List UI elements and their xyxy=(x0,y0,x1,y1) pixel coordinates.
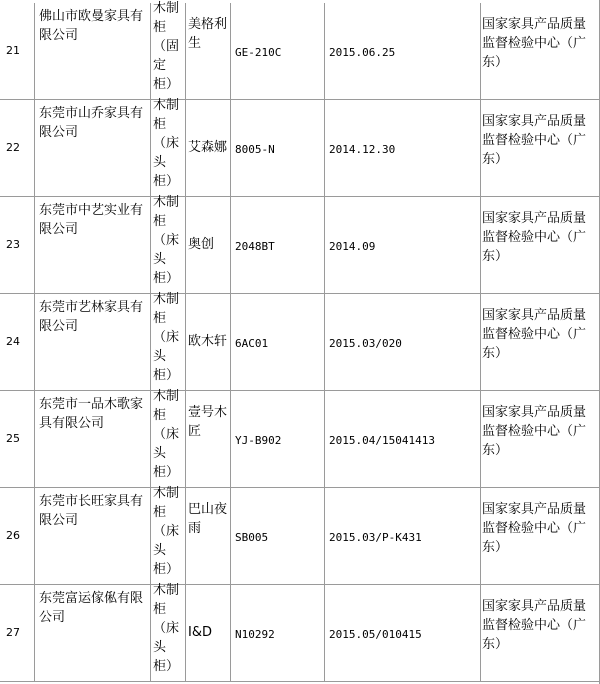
inspector-line: 东） xyxy=(482,249,509,264)
inspector-line: 东） xyxy=(482,55,509,70)
model-number: SB005 xyxy=(235,531,269,544)
product-line: 柜） xyxy=(153,465,180,480)
row-number: 25 xyxy=(6,432,20,445)
cell-brand xyxy=(185,3,230,100)
cell-brand xyxy=(185,585,230,682)
inspector-line: 监督检验中心（广 xyxy=(482,424,587,439)
production-date: 2015.04/15041413 xyxy=(329,434,435,447)
row-number: 23 xyxy=(6,238,20,251)
product-line: 木制 xyxy=(153,98,180,113)
product-line: 柜） xyxy=(153,77,180,92)
cell-number xyxy=(0,585,34,682)
product-line: （床 xyxy=(153,621,180,636)
inspector-line: 监督检验中心（广 xyxy=(482,521,587,536)
cell-number xyxy=(0,100,34,197)
product-line: 木制 xyxy=(153,1,180,16)
cell-product xyxy=(150,3,185,100)
cell-brand xyxy=(185,294,230,391)
product-line: 柜 xyxy=(153,408,167,423)
cell-company xyxy=(34,197,150,294)
cell-brand xyxy=(185,488,230,585)
company-name: 东莞富运傢俬有限公司 xyxy=(39,591,144,625)
model-number: YJ-B902 xyxy=(235,434,282,447)
product-line: （床 xyxy=(153,136,180,151)
brand-line: 美格利 xyxy=(188,17,228,32)
product-line: 柜 xyxy=(153,117,167,132)
table-row xyxy=(0,488,600,585)
cell-date xyxy=(324,488,480,585)
product-line: 柜 xyxy=(153,505,167,520)
cell-inspector xyxy=(480,585,600,682)
row-number: 26 xyxy=(6,529,20,542)
inspector-line: 国家家具产品质量 xyxy=(482,405,587,420)
inspector-line: 国家家具产品质量 xyxy=(482,114,587,129)
cell-inspector xyxy=(480,100,600,197)
cell-model xyxy=(230,585,324,682)
inspector-line: 东） xyxy=(482,346,509,361)
company-name: 东莞市中艺实业有限公司 xyxy=(39,203,144,237)
product-line: 木制 xyxy=(153,486,180,501)
inspector-line: 国家家具产品质量 xyxy=(482,599,587,614)
cell-date xyxy=(324,294,480,391)
production-date: 2014.09 xyxy=(329,240,376,253)
cell-date xyxy=(324,197,480,294)
brand-line: 奥创 xyxy=(188,237,215,252)
inspector-line: 国家家具产品质量 xyxy=(482,17,587,32)
product-line: 柜 xyxy=(153,20,167,35)
inspector-line: 监督检验中心（广 xyxy=(482,618,587,633)
cell-company xyxy=(34,100,150,197)
inspector-line: 监督检验中心（广 xyxy=(482,327,587,342)
cell-model xyxy=(230,100,324,197)
cell-product xyxy=(150,100,185,197)
product-line: 柜） xyxy=(153,562,180,577)
company-name: 东莞市山乔家具有限公司 xyxy=(39,106,144,140)
cell-date xyxy=(324,3,480,100)
product-line: 柜） xyxy=(153,174,180,189)
cell-model xyxy=(230,3,324,100)
model-number: 2048BT xyxy=(235,240,275,253)
cell-brand xyxy=(185,100,230,197)
inspector-line: 国家家具产品质量 xyxy=(482,308,587,323)
cell-inspector xyxy=(480,3,600,100)
product-line: 柜 xyxy=(153,311,167,326)
product-line: 头 xyxy=(153,640,167,655)
cell-model xyxy=(230,391,324,488)
cell-inspector xyxy=(480,197,600,294)
product-line: 柜） xyxy=(153,368,180,383)
product-line: 木制 xyxy=(153,292,180,307)
company-name: 佛山市欧曼家具有限公司 xyxy=(39,9,144,43)
product-line: 头 xyxy=(153,349,167,364)
production-date: 2015.03/020 xyxy=(329,337,402,350)
cell-model xyxy=(230,488,324,585)
brand-line: 壹号木 xyxy=(188,405,228,420)
company-name: 东莞市艺林家具有限公司 xyxy=(39,300,144,334)
brand-line: 艾森娜 xyxy=(188,140,228,155)
table-row xyxy=(0,585,600,682)
company-name: 东莞市长旺家具有限公司 xyxy=(39,494,144,528)
production-date: 2015.03/P-K431 xyxy=(329,531,422,544)
production-date: 2015.05/010415 xyxy=(329,628,422,641)
table-row xyxy=(0,391,600,488)
model-number: N10292 xyxy=(235,628,275,641)
brand-line: 巴山夜 xyxy=(188,502,228,517)
cell-model xyxy=(230,294,324,391)
inspector-line: 东） xyxy=(482,637,509,652)
cell-company xyxy=(34,585,150,682)
brand-line: 雨 xyxy=(188,521,202,536)
product-line: 木制 xyxy=(153,389,180,404)
product-line: 柜） xyxy=(153,271,180,286)
table-row xyxy=(0,100,600,197)
brand-line: I&D xyxy=(188,625,212,640)
row-divider xyxy=(0,681,600,682)
table-row xyxy=(0,3,600,100)
inspector-line: 东） xyxy=(482,540,509,555)
cell-company xyxy=(34,294,150,391)
cell-number xyxy=(0,3,34,100)
cell-model xyxy=(230,197,324,294)
model-number: GE-210C xyxy=(235,46,282,59)
cell-product xyxy=(150,197,185,294)
cell-inspector xyxy=(480,391,600,488)
brand-line: 匠 xyxy=(188,424,202,439)
cell-product xyxy=(150,488,185,585)
product-line: 定 xyxy=(153,58,167,73)
cell-company xyxy=(34,391,150,488)
product-line: （固 xyxy=(153,39,180,54)
table-row xyxy=(0,197,600,294)
product-line: 木制 xyxy=(153,195,180,210)
cell-brand xyxy=(185,391,230,488)
cell-number xyxy=(0,488,34,585)
cell-product xyxy=(150,391,185,488)
production-date: 2015.06.25 xyxy=(329,46,396,59)
inspector-line: 监督检验中心（广 xyxy=(482,36,587,51)
cell-product xyxy=(150,294,185,391)
row-number: 27 xyxy=(6,626,20,639)
product-line: 头 xyxy=(153,543,167,558)
cell-number xyxy=(0,391,34,488)
brand-line: 欧木轩 xyxy=(188,334,228,349)
product-line: 柜 xyxy=(153,214,167,229)
product-line: （床 xyxy=(153,427,180,442)
table-row xyxy=(0,294,600,391)
product-line: 木制 xyxy=(153,583,180,598)
inspector-line: 监督检验中心（广 xyxy=(482,230,587,245)
inspector-line: 东） xyxy=(482,443,509,458)
cell-number xyxy=(0,294,34,391)
row-number: 21 xyxy=(6,44,20,57)
row-number: 22 xyxy=(6,141,20,154)
production-date: 2014.12.30 xyxy=(329,143,396,156)
model-number: 8005-N xyxy=(235,143,275,156)
brand-line: 生 xyxy=(188,36,202,51)
cell-inspector xyxy=(480,294,600,391)
cell-company xyxy=(34,488,150,585)
cell-date xyxy=(324,100,480,197)
model-number: 6AC01 xyxy=(235,337,269,350)
product-line: 头 xyxy=(153,446,167,461)
inspector-line: 东） xyxy=(482,152,509,167)
company-name: 东莞市一品木歌家具有限公司 xyxy=(39,397,144,431)
product-line: 柜 xyxy=(153,602,167,617)
inspector-line: 监督检验中心（广 xyxy=(482,133,587,148)
inspector-line: 国家家具产品质量 xyxy=(482,211,587,226)
product-line: （床 xyxy=(153,233,180,248)
cell-inspector xyxy=(480,488,600,585)
product-line: （床 xyxy=(153,330,180,345)
cell-date xyxy=(324,585,480,682)
cell-company xyxy=(34,3,150,100)
inspector-line: 国家家具产品质量 xyxy=(482,502,587,517)
cell-product xyxy=(150,585,185,682)
cell-date xyxy=(324,391,480,488)
product-line: 头 xyxy=(153,155,167,170)
cell-brand xyxy=(185,197,230,294)
cell-number xyxy=(0,197,34,294)
row-number: 24 xyxy=(6,335,20,348)
product-line: 柜） xyxy=(153,659,180,674)
product-line: 头 xyxy=(153,252,167,267)
product-line: （床 xyxy=(153,524,180,539)
